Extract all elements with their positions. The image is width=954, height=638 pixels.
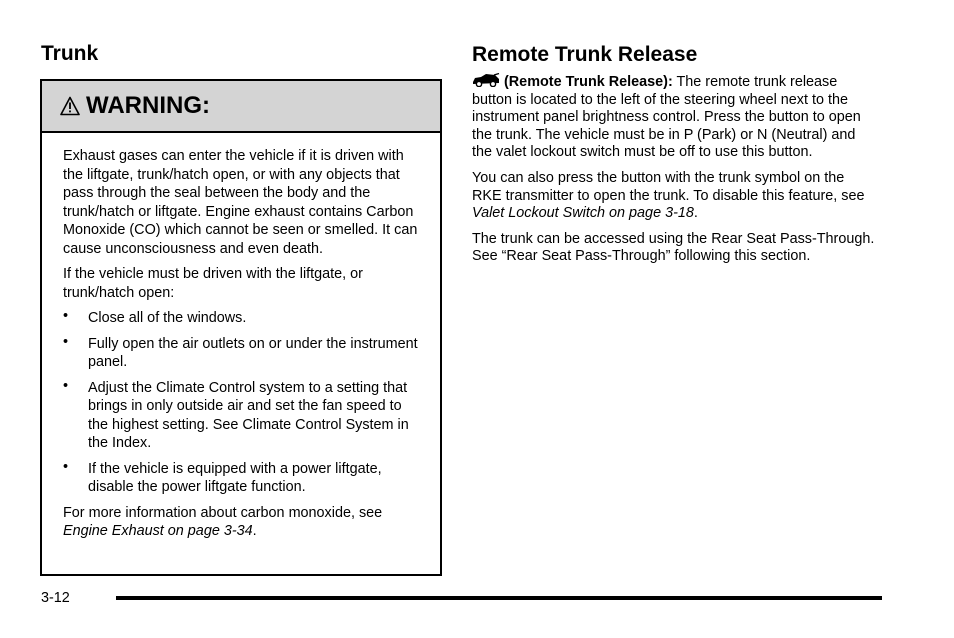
- bullet-glyph: •: [63, 458, 69, 475]
- remote-paragraph-1: [472, 73, 877, 162]
- bullet-glyph: •: [63, 333, 69, 350]
- section-title-remote-trunk-release: Remote Trunk Release: [472, 43, 698, 66]
- warning-label: WARNING:: [86, 92, 210, 119]
- warning-triangle-icon: [60, 96, 80, 116]
- remote-paragraph-3: The trunk can be accessed using the Rear Seat Pass-Through. See “Rear Seat Pass-Through” following this section.: [472, 230, 875, 265]
- remote-p1-text: The remote trunk release button is located to the left of the steering wheel next to the instrument panel brightness control. Press the button to open the trunk. The vehicle must be in P (Park) or N (Neutral) and the valet lockout switch must be off to use this button.: [472, 74, 861, 161]
- section-title-trunk: Trunk: [41, 42, 99, 65]
- warning-bullet-list: [63, 309, 425, 497]
- list-item: [63, 335, 425, 372]
- footer-rule: [116, 596, 882, 600]
- page-number: 3-12: [41, 590, 70, 606]
- cross-reference-valet-lockout: Valet Lockout Switch on page 3-18: [472, 205, 694, 222]
- warning-paragraph-1: Exhaust gases can enter the vehicle if it is driven with the liftgate, trunk/hatch open, or with any objects that pass through the seal between the body and the trunk/hatch or liftgate. Engine exhaust contains Carbon Monoxide (CO) which cannot be seen or smelled. It can cause unconsciousness and even death.: [63, 148, 418, 257]
- list-item-text: Fully open the air outlets on or under the instrument panel.: [88, 335, 418, 370]
- list-item: [63, 460, 425, 497]
- warning-paragraph-2: If the vehicle must be driven with the liftgate, or trunk/hatch open:: [63, 266, 363, 301]
- remote-p2-text: You can also press the button with the trunk symbol on the RKE transmitter to open the trunk. To disable this feature, see: [472, 169, 865, 204]
- warning-p3-text: For more information about carbon monoxide, see: [63, 504, 383, 521]
- warning-body: [63, 147, 425, 548]
- warning-header: [42, 81, 440, 133]
- list-item: [63, 309, 425, 328]
- trunk-release-icon: [472, 73, 500, 87]
- remote-paragraph-2: [472, 170, 877, 223]
- bullet-glyph: •: [63, 308, 69, 324]
- list-item-text: If the vehicle is equipped with a power liftgate, disable the power liftgate function.: [88, 460, 382, 495]
- list-item-text: Adjust the Climate Control system to a setting that brings in only outside air and set the fan speed to the highest setting. See Climate Control System in the Index.: [88, 379, 409, 451]
- remote-p2-end: .: [693, 205, 698, 222]
- cross-reference-engine-exhaust: Engine Exhaust on page 3-34: [63, 523, 253, 539]
- bullet-glyph: •: [63, 377, 69, 394]
- remote-trunk-release-label: (Remote Trunk Release):: [504, 74, 673, 90]
- list-item: [63, 379, 425, 453]
- remote-trunk-release-content: [472, 73, 877, 274]
- warning-box: [40, 79, 442, 576]
- warning-p3-end: .: [252, 523, 257, 539]
- warning-paragraph-3: [63, 504, 425, 541]
- list-item-text: Close all of the windows.: [88, 310, 247, 326]
